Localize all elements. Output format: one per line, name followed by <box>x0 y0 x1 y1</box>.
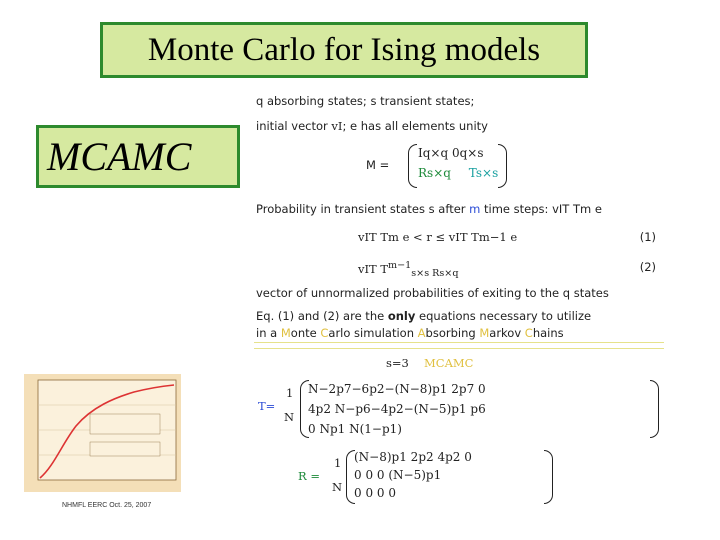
s-mcamc: MCAMC <box>424 356 474 370</box>
plot-legend-box-2 <box>90 442 160 456</box>
m-matrix-r: Rs×q <box>418 166 451 180</box>
line-probability <box>256 202 602 216</box>
m-matrix-row-1: Iq×q 0q×s <box>418 146 484 160</box>
expansion-m2: M <box>479 326 490 340</box>
eq2-part-c: s×s R <box>411 268 440 280</box>
eq-note-c: equations necessary to utilize <box>415 309 592 323</box>
probability-text: Probability in transient states s after <box>256 202 470 216</box>
expansion-c: C <box>320 326 329 340</box>
line-mcamc-expansion <box>256 326 564 340</box>
t-right-bracket <box>650 380 659 438</box>
r-frac-num: 1 <box>334 456 342 470</box>
t-frac-num: 1 <box>286 386 294 400</box>
t-row-1: N−2p7−6p2−(N−8)p1 2p7 0 <box>308 382 486 396</box>
line-initial-vector-text: initial vector <box>256 119 332 133</box>
expansion-a: in a <box>256 326 281 340</box>
m-right-bracket <box>498 144 507 188</box>
expansion-arkov: arkov <box>489 326 525 340</box>
eq-note-a: Eq. (1) and (2) are the <box>256 309 388 323</box>
time-steps-m: m <box>469 202 481 216</box>
plot-graphic <box>24 374 181 492</box>
expansion-hains: hains <box>532 326 564 340</box>
m-matrix-label: M = <box>366 158 390 172</box>
simulation-plot-thumbnail <box>24 374 181 492</box>
initial-vector-symbol: vI <box>331 119 343 133</box>
divider-1 <box>254 342 664 343</box>
t-row-2: 4p2 N−p6−4p2−(N−5)p1 p6 <box>308 402 486 416</box>
r-row-2: 0 0 0 (N−5)p1 <box>354 468 442 482</box>
expansion-a-letter: A <box>417 326 426 340</box>
equation-1-number: (1) <box>639 230 656 244</box>
m-matrix-t: Ts×s <box>468 166 499 180</box>
expansion-onte: onte <box>290 326 321 340</box>
r-right-bracket <box>544 450 553 504</box>
r-frac-den: N <box>332 480 343 494</box>
divider-2 <box>254 348 664 349</box>
eq2-part-a: vIT T <box>358 261 389 276</box>
mcamc-label: MCAMC <box>36 125 240 188</box>
equation-2-number: (2) <box>639 260 656 274</box>
expansion-m: M <box>280 326 291 340</box>
eq2-subscript: s×q <box>439 268 459 280</box>
plot-legend-box <box>90 414 160 434</box>
eq2-exponent: m−1 <box>388 260 412 271</box>
t-row-3: 0 Np1 N(1−p1) <box>308 422 402 436</box>
line-initial-vector <box>256 119 488 133</box>
line-eq-note <box>256 309 591 323</box>
expansion-bsorbing: bsorbing <box>425 326 480 340</box>
t-frac-den: N <box>284 410 295 424</box>
m-matrix-row-2 <box>418 166 498 180</box>
expansion-c2: C <box>524 326 533 340</box>
r-row-1: (N−8)p1 2p2 4p2 0 <box>354 450 472 464</box>
r-label: R = <box>298 469 320 483</box>
r-row-3: 0 0 0 0 <box>354 486 396 500</box>
s-label: s=3 <box>386 356 409 370</box>
t-label: T= <box>258 399 276 413</box>
expansion-arlo: arlo simulation <box>328 326 418 340</box>
line-unnormalized: vector of unnormalized probabilities of exiting to the q states <box>256 286 609 300</box>
equation-1: vIT Tm e < r ≤ vIT Tm−1 e <box>358 230 518 244</box>
probability-expression: time steps: vIT Tm e <box>480 202 602 216</box>
line-absorbing-states: q absorbing states; s transient states; <box>256 94 475 108</box>
slide-title: Monte Carlo for Ising models <box>100 22 588 78</box>
equation-2 <box>358 260 458 279</box>
line-initial-vector-rest: ; e has all elements unity <box>342 119 488 133</box>
m-left-bracket <box>408 144 417 188</box>
slide-caption: NHMFL EERC Oct. 25, 2007 <box>62 502 152 509</box>
eq-note-only: only <box>387 309 416 323</box>
scanned-equations <box>248 86 668 506</box>
